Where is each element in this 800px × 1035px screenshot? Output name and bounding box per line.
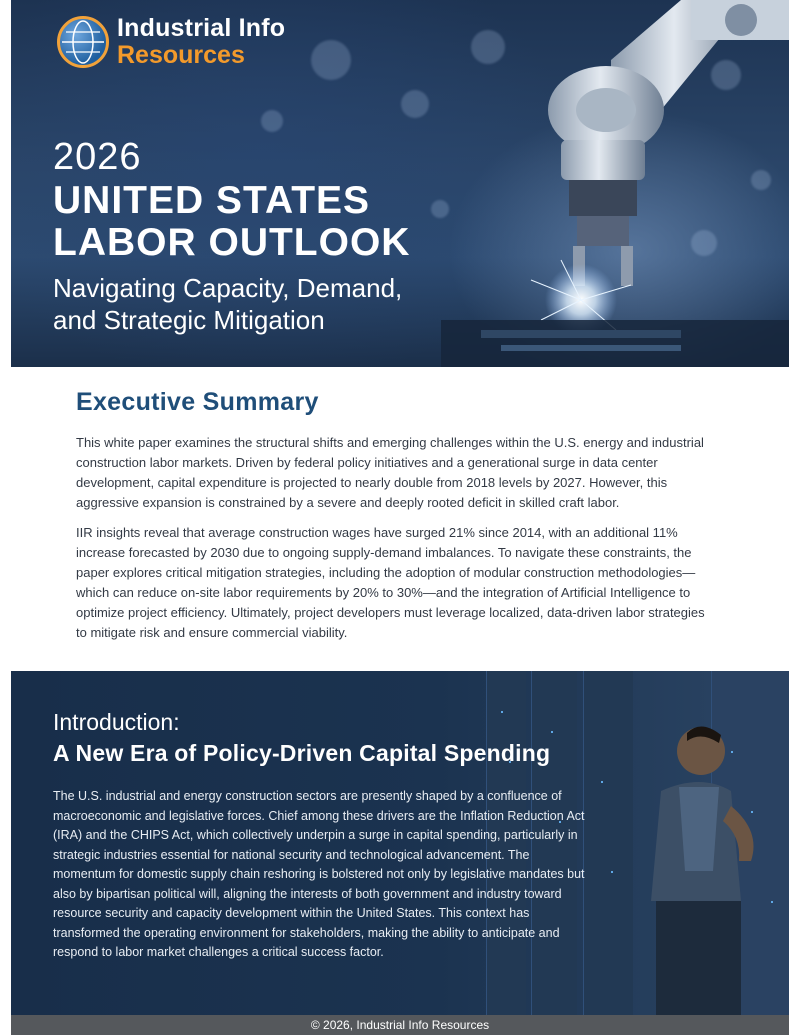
hero-year: 2026 bbox=[53, 136, 142, 178]
rack-light bbox=[501, 711, 503, 713]
rack-light bbox=[551, 731, 553, 733]
rack-light bbox=[771, 901, 773, 903]
hero-banner bbox=[11, 0, 789, 367]
technician-illustration bbox=[601, 711, 761, 1015]
brand-name-line1: Industrial Info bbox=[117, 14, 286, 42]
brand-logo bbox=[57, 16, 285, 68]
hero-title-line1: UNITED STATES bbox=[53, 179, 371, 222]
introduction-heading-line2: A New Era of Policy-Driven Capital Spending bbox=[53, 740, 551, 766]
executive-summary-heading: Executive Summary bbox=[76, 388, 319, 416]
executive-summary-paragraph-1: This white paper examines the structural shifts and emerging challenges within the U.S. energy and industrial construction labor markets. Driven by federal policy initiatives and a generational surge in data center development, capital expenditure is projected to nearly double from 2018 levels by 2027. However, this aggressive expansion is constrained by a severe and deeply rooted deficit in skilled craft labor. bbox=[76, 435, 704, 510]
introduction-heading-line1: Introduction: bbox=[53, 709, 180, 735]
executive-summary-section bbox=[76, 388, 716, 653]
robotic-arm-illustration bbox=[441, 0, 789, 367]
introduction-body: The U.S. industrial and energy construction sectors are presently shaped by a confluence of macroeconomic and legislative forces. Chief among these drivers are the Inflation Reduction Act (IRA) and the CHIPS Act, which collectively underpin a surge in capital spending, particularly in strategic industries essential for national security and technological advancement. The momentum for domestic supply chain reshoring is bolstered not only by legislative mandates but also by bipartisan political will, aligning the interests of both government and industry toward resource security and capacity development within the United States. This context has transformed the operating environment for stakeholders, making the ability to anticipate and respond to labor market challenges a critical success factor. bbox=[53, 789, 585, 959]
brand-name-line2: Resources bbox=[117, 41, 245, 69]
bokeh-light bbox=[261, 110, 283, 132]
introduction-section bbox=[11, 671, 789, 1015]
bokeh-light bbox=[311, 40, 351, 80]
executive-summary-paragraph-2: IIR insights reveal that average construction wages have surged 21% since 2014, with an additional 11% increase forecasted by 2030 due to ongoing supply-demand imbalances. To navigate these constraints, the paper explores critical mitigation strategies, including the adoption of modular construction methodologies—which can reduce on-site labor requirements by 20% to 30%—and the integration of Artificial Intelligence to optimize project efficiency. Ultimately, project developers must leverage localized, data-driven labor strategies to mitigate risk and ensure commercial viability. bbox=[76, 525, 705, 640]
hero-title-line2: LABOR OUTLOOK bbox=[53, 221, 411, 264]
hero-title bbox=[53, 180, 410, 264]
hero-subtitle bbox=[53, 272, 402, 336]
hero-subtitle-line1: Navigating Capacity, Demand, bbox=[53, 273, 403, 303]
hero-subtitle-line2: and Strategic Mitigation bbox=[53, 305, 325, 335]
globe-logo-icon bbox=[57, 16, 109, 68]
bokeh-light bbox=[401, 90, 429, 118]
copyright-footer: © 2026, Industrial Info Resources bbox=[11, 1015, 789, 1035]
